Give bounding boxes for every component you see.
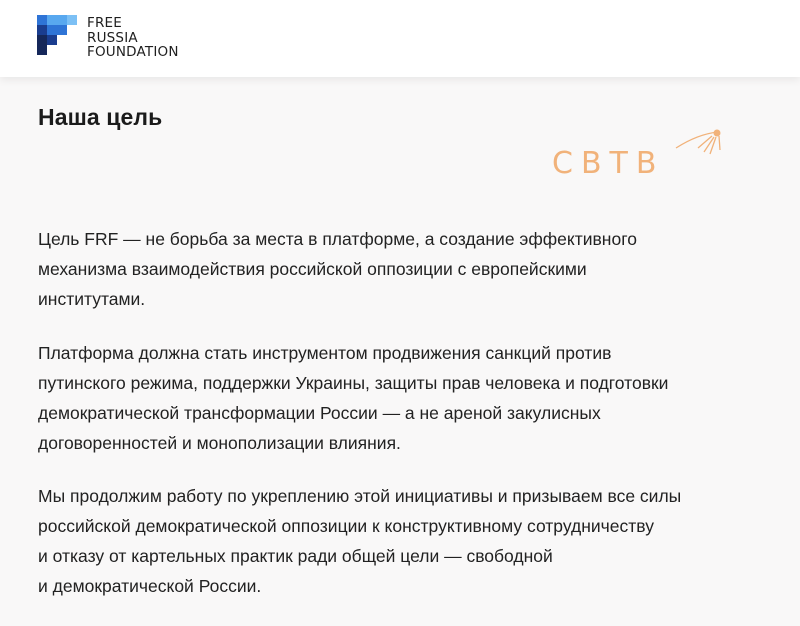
cbtb-partner-logo [548,128,726,182]
paragraph-line: договоренностей и монополизации влияния. [38,433,401,453]
logo-wordmark [87,16,179,60]
frf-squares-logo-icon [37,15,77,59]
paragraph-line: российской демократической оппозиции к конструктивному сотрудничеству [38,516,654,536]
paragraph-line: институтами. [38,289,146,309]
paragraph-line: Цель FRF — не борьба за места в платформе, а создание эффективного [38,229,637,249]
paragraph-line: Платформа должна стать инструментом продвижения санкций против [38,343,612,363]
paragraph-goal [38,224,778,314]
paragraph-call [38,481,778,601]
logo-line-russia: RUSSIA [87,29,138,46]
page-title: Наша цель [38,104,163,130]
paragraph-line: механизма взаимодействия российской оппозиции с европейскими [38,259,587,279]
paragraph-line: и отказу от картельных практик ради общей цели — свободной [38,546,553,566]
logo-line-foundation: FOUNDATION [87,44,179,60]
frf-logo[interactable] [37,15,179,60]
logo-line-free: FREE [87,15,123,31]
paragraph-line: демократической трансформации России — а не ареной закулисных [38,403,601,423]
paragraph-platform [38,338,778,458]
paragraph-line: и демократической России. [38,576,262,596]
cbtb-logo-text: СВТВ [552,146,665,181]
paragraph-line: Мы продолжим работу по укреплению этой инициативы и призываем все силы [38,486,682,506]
paragraph-line: путинского режима, поддержки Украины, защиты прав человека и подготовки [38,373,669,393]
site-header [0,0,800,77]
satellite-icon [676,130,721,155]
